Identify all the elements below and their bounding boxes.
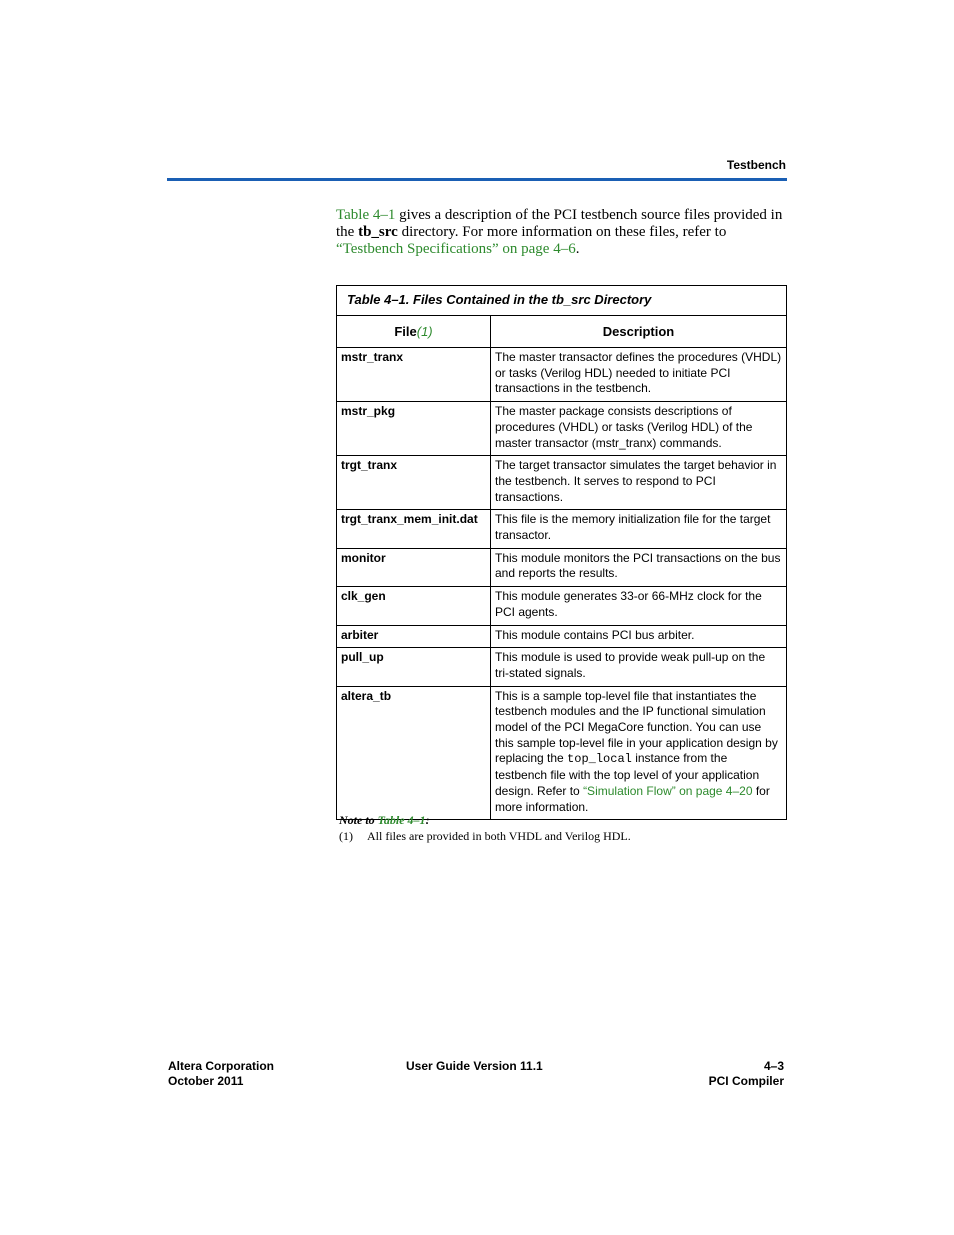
intro-text-1: gives a description of the PCI testbench source files provided in the — [336, 207, 783, 240]
desc-part-b: instance from the testbench file with the top level of your application design. Refer to — [495, 751, 760, 798]
file-name: mstr_pkg — [337, 402, 491, 456]
code-top-local: top_local — [567, 752, 632, 767]
desc-part-a: This is a sample top-level file that instantiates the testbench modules and the IP functional simulation model of the PCI MegaCore function. You can use this sample top-level file in your application design by replacing the — [495, 688, 778, 766]
file-description: This module generates 33-or 66-MHz clock for the PCI agents. — [491, 587, 787, 625]
file-description: The target transactor simulates the target behavior in the testbench. It serves to respond to PCI transactions. — [491, 456, 787, 510]
file-description: This module monitors the PCI transactions on the bus and reports the results. — [491, 548, 787, 586]
simulation-flow-link[interactable]: “Simulation Flow” on page 4–20 — [583, 783, 753, 798]
footer-version: User Guide Version 11.1 — [406, 1059, 543, 1073]
footer-company: Altera Corporation — [168, 1059, 275, 1073]
header-rule — [167, 178, 787, 181]
intro-text-2: directory. For more information on these files, refer to — [397, 224, 727, 240]
note-number: (1) — [339, 829, 353, 843]
table-row — [337, 625, 787, 648]
file-description: This module is used to provide weak pull-up on the tri-stated signals. — [491, 648, 787, 686]
table-link[interactable]: Table 4–1 — [336, 207, 396, 223]
running-header: Testbench — [726, 158, 786, 172]
note-text: All files are provided in both VHDL and Verilog HDL. — [367, 829, 631, 843]
table-row — [337, 402, 787, 456]
file-description: The master package consists descriptions of procedures (VHDL) or tasks (Verilog HDL) of the master transactor (mstr_tranx) commands. — [491, 402, 787, 456]
file-name: altera_tb — [337, 686, 491, 820]
table-row — [337, 510, 787, 548]
table-note-title — [339, 813, 430, 828]
spec-link[interactable]: “Testbench Specifications” on page 4–6 — [336, 241, 576, 257]
note-table-link[interactable]: Table 4–1 — [377, 813, 426, 827]
file-description: This file is the memory initialization file for the target transactor. — [491, 510, 787, 548]
file-name: pull_up — [337, 648, 491, 686]
table-row — [337, 587, 787, 625]
intro-paragraph — [336, 207, 788, 258]
table-row — [337, 686, 787, 820]
table-body — [337, 348, 787, 687]
intro-text-3: . — [575, 241, 580, 257]
note-colon: : — [425, 813, 430, 827]
footer-product: PCI Compiler — [708, 1074, 784, 1088]
header-file — [337, 316, 491, 348]
table-caption: Table 4–1. Files Contained in the tb_src Directory — [337, 286, 787, 316]
table-row — [337, 548, 787, 586]
file-name: trgt_tranx — [337, 456, 491, 510]
header-file-label: File — [394, 324, 417, 339]
file-description: This module contains PCI bus arbiter. — [491, 625, 787, 648]
table-row — [337, 348, 787, 402]
file-name: mstr_tranx — [337, 348, 491, 402]
footer-date: October 2011 — [168, 1074, 244, 1088]
table-note — [339, 829, 631, 844]
table-row — [337, 648, 787, 686]
footnote-ref[interactable]: (1) — [416, 324, 433, 339]
file-name: arbiter — [337, 625, 491, 648]
file-name: monitor — [337, 548, 491, 586]
dir-name: tb_src — [358, 224, 398, 240]
file-name: clk_gen — [337, 587, 491, 625]
page-number: 4–3 — [763, 1059, 784, 1073]
note-title: Note to — [339, 813, 378, 827]
footer-left — [168, 1059, 274, 1089]
header-description: Description — [491, 316, 787, 348]
file-description — [491, 686, 787, 820]
files-table — [336, 285, 787, 820]
footer-right — [709, 1059, 784, 1089]
file-description: The master transactor defines the procedures (VHDL) or tasks (Verilog HDL) needed to initiate PCI transactions in the testbench. — [491, 348, 787, 402]
desc-part-c: for more information. — [495, 783, 770, 814]
footer-center — [406, 1059, 543, 1074]
file-name: trgt_tranx_mem_init.dat — [337, 510, 491, 548]
table-row — [337, 456, 787, 510]
